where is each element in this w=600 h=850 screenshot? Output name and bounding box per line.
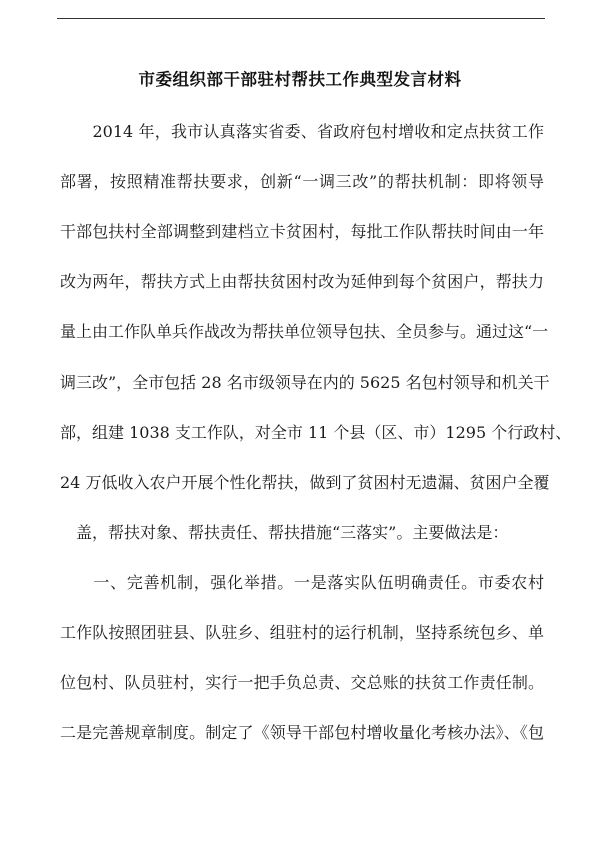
body-line-3: 干部包扶村全部调整到建档立卡贫困村，每批工作队帮扶时间由一年: [60, 222, 544, 241]
body-line-1: 2014 年，我市认真落实省委、省政府包村增收和定点扶贫工作: [60, 122, 544, 141]
body-line-7: 部，组建 1038 支工作队，对全市 11 个县（区、市）1295 个行政村、: [60, 423, 572, 442]
header-rule: [57, 18, 545, 19]
body-line-12: 位包村、队员驻村，实行一把手负总责、交总账的扶贫工作责任制。: [60, 673, 544, 692]
body-line-11: 工作队按照团驻县、队驻乡、组驻村的运行机制，坚持系统包乡、单: [60, 623, 544, 642]
body-line-5: 量上由工作队单兵作战改为帮扶单位领导包扶、全员参与。通过这“一: [60, 322, 549, 341]
body-line-2: 部署，按照精准帮扶要求，创新“一调三改”的帮扶机制：即将领导: [60, 172, 544, 191]
body-line-8: 24 万低收入农户开展个性化帮扶，做到了贫困村无遗漏、贫困户全覆: [60, 473, 550, 492]
body-line-4: 改为两年，帮扶方式上由帮扶贫困村改为延伸到每个贫困户，帮扶力: [60, 272, 544, 291]
body-line-13: 二是完善规章制度。制定了《领导干部包村增收量化考核办法》、《包: [60, 723, 544, 742]
body-line-6: 调三改”，全市包括 28 名市级领导在内的 5625 名包村领导和机关干: [60, 373, 550, 392]
document-title: 市委组织部干部驻村帮扶工作典型发言材料: [138, 70, 462, 89]
body-line-10: 一、完善机制，强化举措。一是落实队伍明确责任。市委农村: [60, 573, 544, 592]
body-line-9: 盖，帮扶对象、帮扶责任、帮扶措施“三落实”。主要做法是：: [60, 523, 509, 542]
